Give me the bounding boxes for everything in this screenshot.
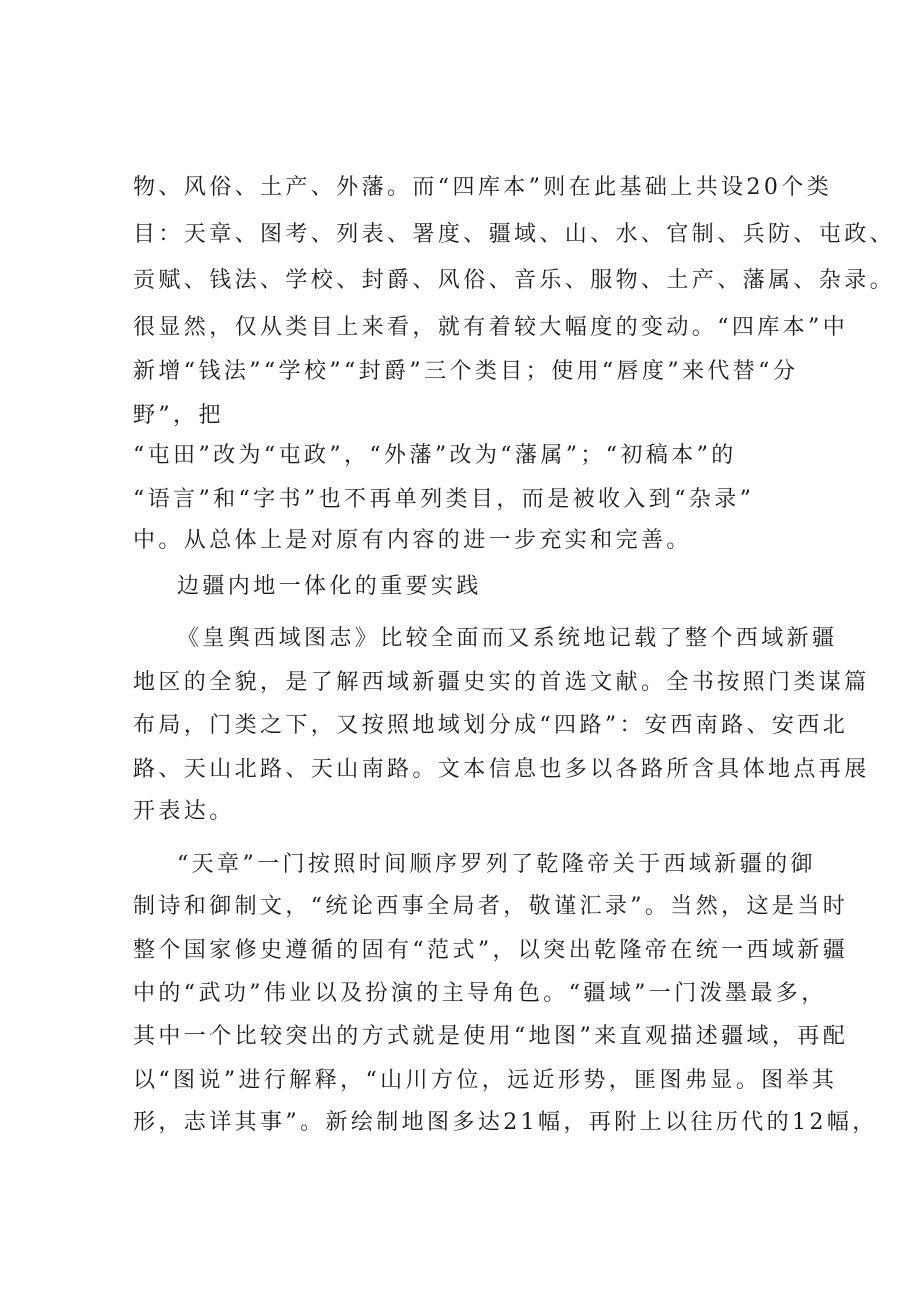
text-line: 野”，把 <box>133 403 224 428</box>
text-line: 其中一个比较突出的方式就是使用“地图”来直观描述疆域，再配 <box>133 1024 849 1049</box>
section-heading: 边疆内地一体化的重要实践 <box>177 574 482 599</box>
text-line: 形，志详其事”。新绘制地图多达21幅，再附上以往历代的12幅， <box>133 1110 878 1135</box>
text-line: “语言”和“字书”也不再单列类目，而是被收入到“杂录” <box>133 487 755 512</box>
text-line: “屯田”改为“屯政”，“外藩”改为“藩属”；“初稿本”的 <box>133 443 737 468</box>
text-line: 地区的全貌，是了解西域新疆史实的首选文献。全书按照门类谋篇 <box>133 670 870 695</box>
text-line: 贡赋、钱法、学校、封爵、风俗、音乐、服物、土产、藩属、杂录。 <box>133 268 896 293</box>
text-line: 路、天山北路、天山南路。文本信息也多以各路所含具体地点再展 <box>133 757 870 782</box>
text-line: 中。从总体上是对原有内容的进一步充实和完善。 <box>133 528 692 553</box>
text-line: 开表达。 <box>133 799 235 824</box>
text-line: 制诗和御制文，“统论西事全局者，敬谨汇录”。当然，这是当时 <box>133 894 849 919</box>
text-line: 很显然，仅从类目上来看，就有着较大幅度的变动。“四库本”中 <box>133 315 849 340</box>
text-line: 中的“武功”伟业以及扮演的主导角色。“疆域”一门泼墨最多， <box>133 981 827 1006</box>
text-line: 以“图说”进行解释，“山川方位，远近形势，匪图弗显。图举其 <box>133 1068 838 1093</box>
text-line: “天章”一门按照时间顺序罗列了乾隆帝关于西域新疆的御 <box>177 852 816 877</box>
text-line: 目：天章、图考、列表、署度、疆域、山、水、官制、兵防、屯政、 <box>133 222 896 247</box>
text-line: 布局，门类之下，又按照地域划分成“四路”：安西南路、安西北 <box>133 713 849 738</box>
text-line: 整个国家修史遵循的固有“范式”，以突出乾隆帝在统一西域新疆 <box>133 938 849 963</box>
text-line: 物、风俗、土产、外藩。而“四库本”则在此基础上共设20个类 <box>133 175 833 200</box>
text-line: 新增“钱法”“学校”“封爵”三个类目；使用“唇度”来代替“分 <box>133 359 799 384</box>
text-line: 《皇舆西域图志》比较全面而又系统地记载了整个西域新疆 <box>177 626 838 651</box>
